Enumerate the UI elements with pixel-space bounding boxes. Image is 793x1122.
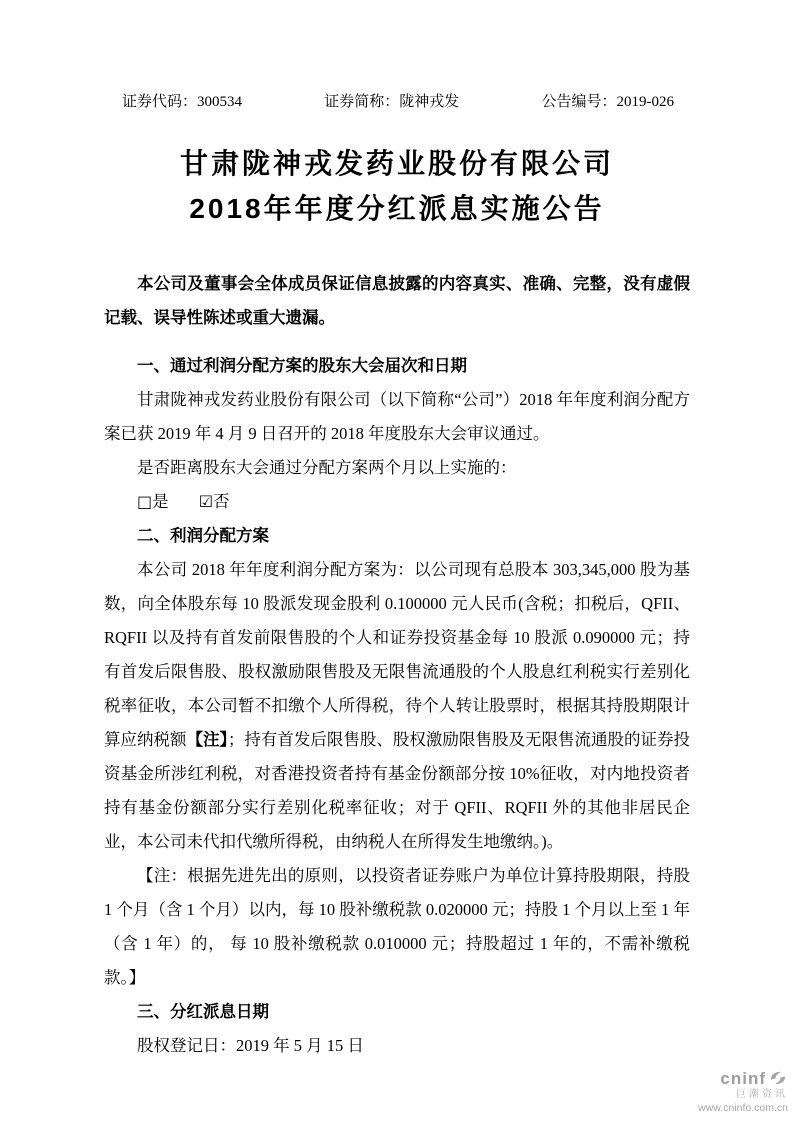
cninfo-brand-text: cninf bbox=[720, 1068, 766, 1088]
announcement-subject-line: 2018年年度分红派息实施公告 bbox=[189, 193, 605, 224]
option-no bbox=[199, 492, 230, 511]
option-yes bbox=[137, 492, 169, 511]
cninfo-watermark bbox=[698, 1068, 788, 1114]
checkbox-unchecked-icon: □ bbox=[137, 492, 153, 511]
section-1-paragraph: 甘肃陇神戎发药业股份有限公司（以下简称“公司”）2018 年年度利润分配方案已获 2019 年 4 月 9 日召开的 2018 年度股东大会审议通过。 bbox=[104, 390, 690, 443]
document-header bbox=[104, 90, 690, 111]
profit-distribution-text-1: 本公司 2018 年年度利润分配方案为：以公司现有总股本 303,345,000 股为基数，向全体股东每 10 股派发现金股利 0.100000 元人民币(含税；扣税后，QFII、RQFII 以及持有首发前限售股的个人和证券投资基金每 10 股派 0.090000 元；持有首发后限售股、股权激励限售股及无限售流通股的个人股息红利税实行差别化税率征收，本公司暂不扣缴个人所得税，待个人转让股票时，根据其持股期限计算应纳税额 bbox=[104, 560, 690, 749]
security-code: 证券代码：300534 bbox=[122, 94, 243, 110]
note-marker: 【注】 bbox=[186, 731, 228, 749]
security-abbr: 证券简称：陇神戎发 bbox=[324, 94, 460, 110]
announcement-number: 公告编号：2019-026 bbox=[541, 94, 674, 110]
cninfo-url: www.cninfo.com.cn bbox=[698, 1101, 788, 1114]
checkbox-checked-icon: ☑ bbox=[198, 492, 214, 511]
record-date-line: 股权登记日：2019 年 5 月 15 日 bbox=[137, 1036, 364, 1055]
profit-distribution-paragraph bbox=[104, 553, 690, 859]
document-title bbox=[104, 141, 690, 231]
section-2-heading: 二、利润分配方案 bbox=[137, 527, 269, 545]
two-month-question: 是否距离股东大会通过分配方案两个月以上实施的： bbox=[137, 458, 517, 477]
tax-note-paragraph: 【注：根据先进先出的原则，以投资者证券账户为单位计算持股期限，持股 1 个月（含 1 个月）以内，每 10 股补缴税款 0.020000 元；持股 1 个月以上至 1 年（含 1 年）的， 每 10 股补缴税款 0.010000 元；持股超过 1 年的，不需补缴税款。】 bbox=[104, 866, 690, 987]
yes-no-options bbox=[104, 485, 690, 519]
cninfo-chinese-name: 巨潮资讯 bbox=[736, 1089, 788, 1101]
option-yes-label: 是 bbox=[152, 492, 169, 511]
company-name-line: 甘肃陇神戎发药业股份有限公司 bbox=[179, 148, 614, 179]
cninfo-brand-row bbox=[698, 1068, 788, 1088]
cninfo-swirl-icon bbox=[768, 1068, 788, 1088]
integrity-statement: 本公司及董事会全体成员保证信息披露的内容真实、准确、完整，没有虚假记载、误导性陈述或重大遗漏。 bbox=[104, 275, 690, 327]
section-1-heading: 一、通过利润分配方案的股东大会届次和日期 bbox=[137, 357, 467, 375]
profit-distribution-text-2: ；持有首发后限售股、股权激励限售股及无限售流通股的证券投资基金所涉红利税，对香港投资者持有基金份额部分按 10%征收，对内地投资者持有基金份额部分实行差别化税率征收；对于 QFII、RQFII 外的其他非居民企业，本公司未代扣代缴所得税，由纳税人在所得发生地缴纳。)。 bbox=[104, 730, 691, 851]
section-3-heading: 三、分红派息日期 bbox=[137, 1003, 269, 1021]
option-no-label: 否 bbox=[213, 492, 230, 511]
